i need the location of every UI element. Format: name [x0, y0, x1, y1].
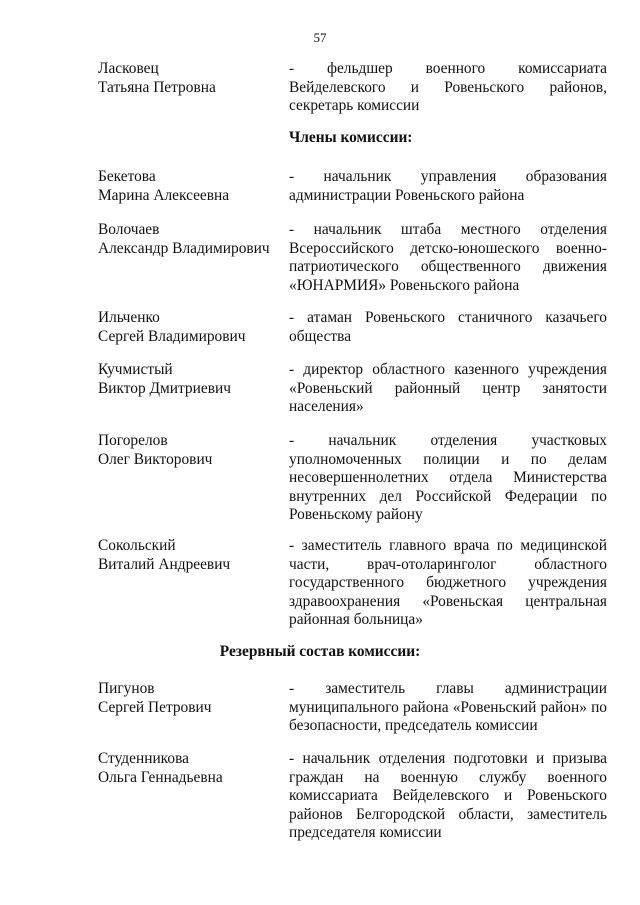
- person-role: - фельдшер военного комиссариата Вейделевского и Ровеньского районов, секретарь комиссии: [289, 60, 607, 115]
- person-role: - начальник штаба местного отделения Всероссийского детско-юношеского военно-патриотического общественного движения «ЮНАРМИЯ» Ровеньского района: [289, 221, 607, 294]
- surname: Волочаев: [98, 221, 160, 238]
- given-names: Виктор Дмитриевич: [98, 379, 231, 397]
- person-name: [98, 60, 283, 97]
- page-number: 57: [313, 30, 327, 45]
- surname: Ласковец: [98, 60, 159, 77]
- surname: Сокольский: [98, 537, 176, 554]
- given-names: Марина Алексеевна: [98, 186, 230, 204]
- surname: Студенникова: [98, 750, 189, 767]
- surname: Кучмистый: [98, 361, 173, 378]
- person-name: [98, 168, 283, 205]
- surname: Ильченко: [98, 309, 160, 326]
- person-role: - начальник отделения участковых уполномоченных полиции и по делам несовершеннолетних отдела Министерства внутренних дел Российской Федерации по Ровеньскому району: [289, 432, 607, 524]
- given-names: Сергей Петрович: [98, 698, 212, 716]
- given-names: Виталий Андреевич: [98, 555, 231, 573]
- given-names: Татьяна Петровна: [98, 78, 216, 96]
- person-name: [98, 432, 283, 469]
- reserve-heading: Резервный состав комиссии:: [219, 643, 421, 660]
- given-names: Александр Владимирович: [98, 239, 270, 257]
- given-names: Ольга Геннадьевна: [98, 768, 223, 786]
- person-name: [98, 221, 283, 258]
- surname: Погорелов: [98, 432, 168, 449]
- given-names: Сергей Владимирович: [98, 327, 246, 345]
- given-names: Олег Викторович: [98, 450, 213, 468]
- person-role: - начальник отделения подготовки и призыва граждан на военную службу военного комиссариата Вейделевского и Ровеньского районов Белгородской области, заместитель председателя комиссии: [289, 750, 607, 842]
- person-name: [98, 361, 283, 398]
- surname: Бекетова: [98, 168, 156, 185]
- person-role: - атаман Ровеньского станичного казачьего общества: [289, 309, 607, 345]
- surname: Пигунов: [98, 680, 155, 697]
- person-role: - заместитель главы администрации муниципального района «Ровеньский район» по безопасности, председатель комиссии: [289, 680, 607, 735]
- person-name: [98, 750, 283, 787]
- person-name: [98, 680, 283, 717]
- members-heading: Члены комиссии:: [289, 129, 413, 146]
- person-role: - заместитель главного врача по медицинской части, врач-отоларинголог областного государственного бюджетного учреждения здравоохранения «Ровеньская центральная районная больница»: [289, 537, 607, 629]
- person-name: [98, 309, 283, 346]
- person-name: [98, 537, 283, 574]
- person-role: - начальник управления образования администрации Ровеньского района: [289, 168, 607, 204]
- person-role: - директор областного казенного учреждения «Ровеньский районный центр занятости населения»: [289, 361, 607, 416]
